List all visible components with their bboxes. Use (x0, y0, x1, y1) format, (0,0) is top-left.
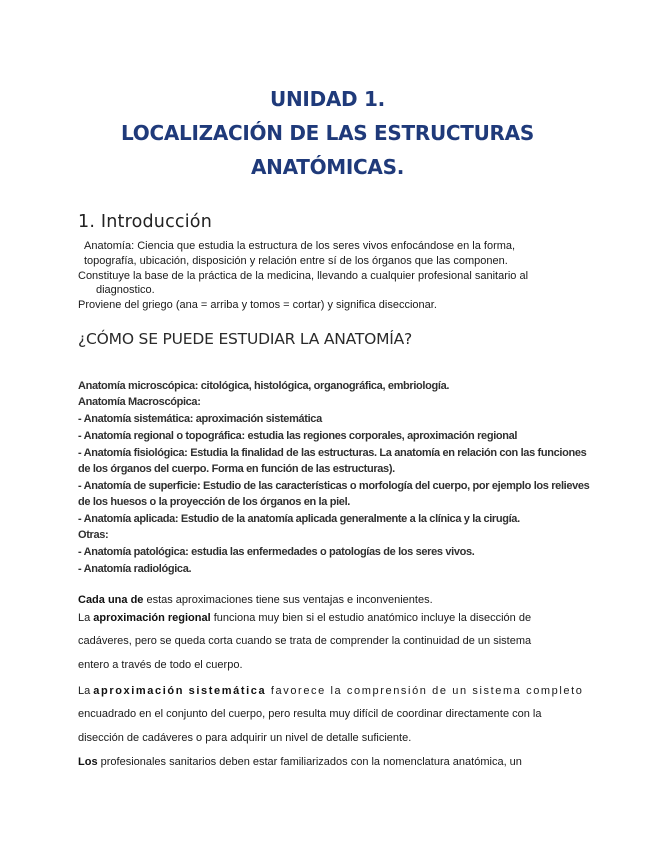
intro-line: topografía, ubicación, disposición y relación entre sí de los órganos que las componen. (84, 255, 508, 267)
text: favorece la comprensión de un sistema completo (266, 685, 584, 697)
anatomy-list-item: Otras: (78, 529, 109, 541)
title-line-2: LOCALIZACIÓN DE LAS ESTRUCTURAS (121, 121, 534, 145)
text: profesionales sanitarios deben estar familiarizados con la nomenclatura anatómica, un (97, 756, 522, 768)
paragraph-line: entero a través de todo el cuerpo. (78, 659, 243, 671)
anatomy-list-item: - Anatomía regional o topográfica: estudia las regiones corporales, aproximación regional (78, 430, 518, 442)
anatomy-list-item: Anatomía microscópica: citológica, histológica, organográfica, embriología. (78, 380, 450, 392)
paragraph-line (78, 684, 584, 699)
anatomy-list-item: - Anatomía radiológica. (78, 563, 192, 575)
anatomy-list-item: de los huesos o la proyección de los órganos en la piel. (78, 496, 350, 508)
title-line-1: UNIDAD 1. (270, 87, 385, 111)
text: La (78, 612, 94, 624)
intro-line: Proviene del griego (ana = arriba y tomos = cortar) y significa diseccionar. (78, 299, 437, 311)
paragraph-line (78, 611, 531, 626)
intro-heading: 1. Introducción (78, 212, 212, 232)
section-heading: ¿CÓMO SE PUEDE ESTUDIAR LA ANATOMÍA? (78, 330, 413, 348)
paragraph-line: cadáveres, pero se queda corta cuando se trata de comprender la continuidad de un sistema (78, 635, 532, 647)
emphasis: Cada una de (78, 594, 144, 606)
paragraph-line: encuadrado en el conjunto del cuerpo, pero resulta muy difícil de coordinar directamente con la (78, 708, 542, 720)
anatomy-list-item: - Anatomía sistemática: aproximación sistemática (78, 413, 322, 425)
text: estas aproximaciones tiene sus ventajas e inconvenientes. (143, 594, 433, 606)
anatomy-list-item: - Anatomía patológica: estudia las enfermedades o patologías de los seres vivos. (78, 546, 475, 558)
intro-line: Constituye la base de la práctica de la medicina, llevando a cualquier profesional sanitario al (78, 270, 529, 282)
anatomy-list-item: - Anatomía aplicada: Estudio de la anatomía aplicada generalmente a la clínica y la cirugía. (78, 513, 520, 525)
intro-line: diagnostico. (96, 284, 155, 296)
anatomy-list-item: Anatomía Macroscópica: (78, 396, 201, 408)
emphasis: aproximación regional (93, 612, 211, 624)
paragraph-line (78, 755, 522, 770)
emphasis: aproximación sistemática (93, 685, 267, 697)
anatomy-list-item: de los órganos del cuerpo. Forma en función de las estructuras). (78, 463, 395, 475)
intro-line: Anatomía: Ciencia que estudia la estructura de los seres vivos enfocándose en la forma, (84, 240, 516, 252)
text: La (78, 685, 94, 697)
paragraph-line (78, 593, 433, 608)
anatomy-list-item: - Anatomía de superficie: Estudio de las características o morfología del cuerpo, por ejemplo los relieves (78, 480, 590, 492)
paragraph-line: disección de cadáveres o para adquirir un nivel de detalle suficiente. (78, 732, 412, 744)
text: funciona muy bien si el estudio anatómico incluye la disección de (210, 612, 532, 624)
anatomy-list-item: - Anatomía fisiológica: Estudia la finalidad de las estructuras. La anatomía en relación con las funciones (78, 447, 587, 459)
title-line-3: ANATÓMICAS. (251, 155, 404, 179)
emphasis: Los (78, 756, 98, 768)
